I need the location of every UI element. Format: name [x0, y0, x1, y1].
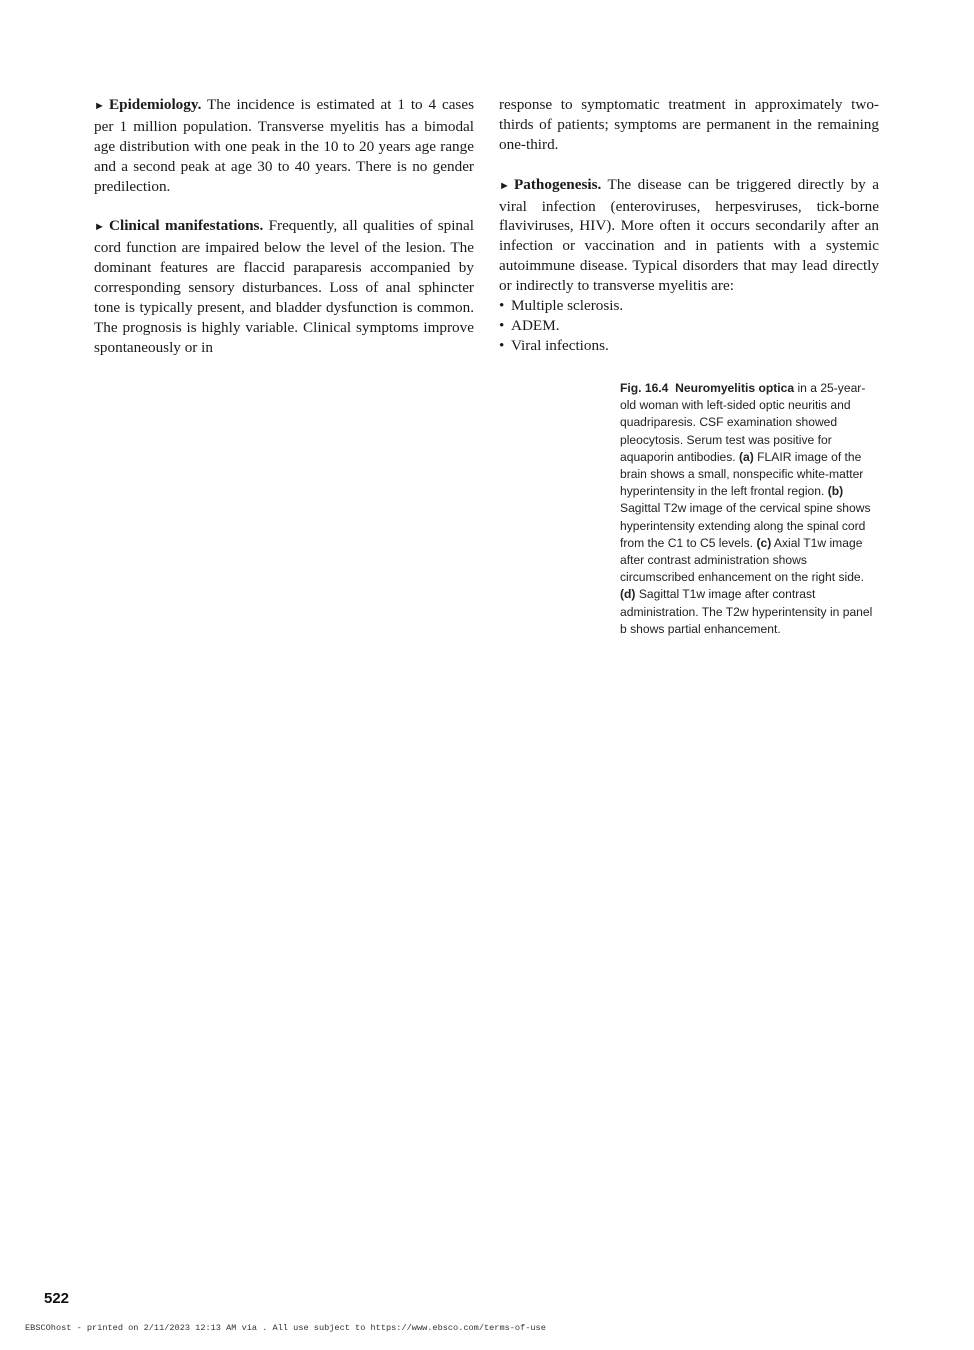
left-column — [94, 95, 474, 358]
page-number: 522 — [44, 1290, 70, 1307]
pathogenesis-paragraph — [499, 175, 879, 296]
figure-title: Neuromyelitis optica — [675, 381, 795, 395]
epidemiology-text: The incidence is estimated at 1 to 4 cases per 1 million population. Transverse myelitis has a bimodal age distribution with one peak in the 10 to 20 years age range and a second peak at age 30 to 40 years. There is no gender predilection. — [94, 96, 474, 195]
list-item: • Viral infections. — [499, 336, 609, 354]
section-marker-icon: ► — [94, 100, 105, 112]
panel-b-label: (b) — [827, 484, 844, 499]
pathogenesis-text: The disease can be triggered directly by a viral infection (enteroviruses, herpesviruses, tick-borne flaviviruses, HIV). More often it occurs secondarily after an infection or vaccination and in patients with a systemic autoimmune disease. Typical disorders that may lead directly or indirectly to transverse myelitis are: — [499, 175, 879, 295]
bullet-icon: • — [499, 316, 505, 334]
panel-d-label: (d) — [620, 587, 636, 602]
section-marker-icon: ► — [499, 179, 510, 192]
pathogenesis-heading: Pathogenesis. — [514, 175, 602, 193]
panel-a-label: (a) — [739, 449, 754, 464]
section-marker-icon: ► — [94, 221, 105, 234]
disorder-list — [499, 296, 879, 356]
list-item: • ADEM. — [499, 316, 560, 334]
continuation-paragraph: response to symptomatic treatment in approximately two-thirds of patients; symptoms are permanent in the remaining one-third. — [499, 96, 879, 153]
pathogenesis-block — [499, 175, 879, 356]
panel-c-label: (c) — [756, 535, 772, 550]
bullet-icon: • — [499, 297, 505, 315]
epidemiology-heading: Epidemiology. — [109, 96, 202, 113]
list-item: • Multiple sclerosis. — [499, 297, 624, 315]
figure-caption: Fig. 16.4 Neuromyelitis optica in a 25-year-old woman with left-sided optic neuritis and quadriparesis. CSF examination showed pleocytosis. Serum test was positive for aquaporin antibodies. (a) FLAIR image of the brain shows a small, nonspecific white-matter hyperintensity in the left frontal region. (b) Sagittal T2w image of the cervical spine shows hyperintensity extending along the spinal cord from the C1 to C5 levels. (c) Axial T1w image after contrast administration shows circumscribed enhancement on the right side. (d) Sagittal T1w image after contrast administration. The T2w hyperintensity in panel b shows partial enhancement. — [620, 381, 873, 636]
epidemiology-paragraph — [94, 95, 474, 197]
clinical-text: Frequently, all qualities of spinal cord function are impaired below the level of the lesion. The dominant features are flaccid paraparesis accompanied by corresponding sensory disturbances. Loss of anal sphincter tone is typically present, and bladder dysfunction is common. The prognosis is highly variable. Clinical symptoms improve spontaneously or in — [94, 217, 474, 356]
print-footer: EBSCOhost - printed on 2/11/2023 12:13 AM via . All use subject to https://www.ebsco.com/terms-of-use — [25, 1323, 546, 1333]
clinical-paragraph — [94, 216, 474, 357]
right-column — [499, 95, 879, 356]
figure-label: Fig. 16.4 — [620, 381, 669, 395]
bullet-icon: • — [499, 336, 505, 354]
clinical-heading: Clinical manifestations. — [109, 217, 264, 235]
